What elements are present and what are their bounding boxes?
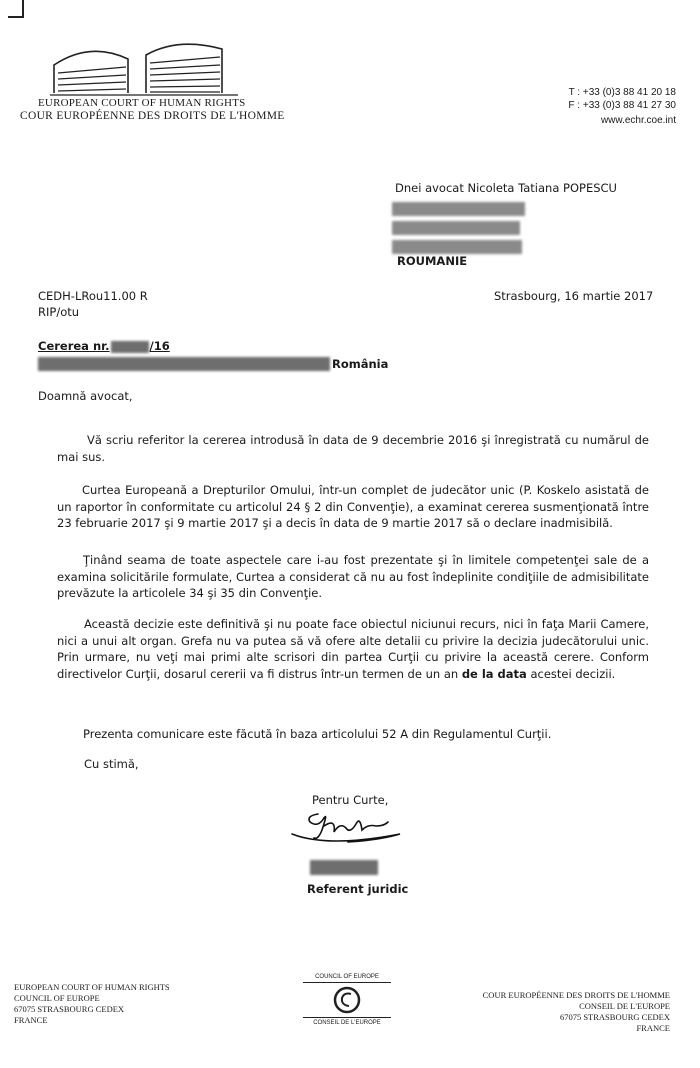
signature-for: Pentru Curte, bbox=[312, 793, 389, 807]
reference-initials: RIP/otu bbox=[38, 305, 80, 319]
footer-right-line: FRANCE bbox=[636, 1023, 670, 1033]
paragraph-2: Curtea Europeană a Drepturilor Omului, într-un complet de judecător unic (P. Koskelo asistată de un raportor în conformitate cu articolul 24 § 2 din Convenţie), a examinat cererea susmenţionată între 23 februarie 2017 şi 9 martie 2017 şi a decis în data de 9 martie 2017 să o declare inadmisibilă. bbox=[57, 483, 649, 530]
subject-line bbox=[38, 338, 170, 355]
paragraph-4 bbox=[57, 616, 649, 682]
phone-number: T : +33 (0)3 88 41 20 18 bbox=[568, 87, 676, 98]
footer-right-line: COUR EUROPÉENNE DES DROITS DE L'HOMME bbox=[482, 990, 670, 1000]
redacted-signatory-name bbox=[310, 860, 378, 875]
court-name-fr: COUR EUROPÉENNE DES DROITS DE L'HOMME bbox=[20, 110, 285, 122]
footer-right-line: 67075 STRASBOURG CEDEX bbox=[559, 1012, 670, 1022]
footer-right-line: CONSEIL DE L'EUROPE bbox=[579, 1001, 670, 1011]
place-date: Strasbourg, 16 martie 2017 bbox=[494, 289, 654, 303]
handwritten-signature bbox=[288, 804, 413, 849]
coe-emblem-icon bbox=[332, 985, 362, 1015]
footer-left-line: 67075 STRASBOURG CEDEX bbox=[14, 1004, 125, 1014]
addressee-name: Dnei avocat Nicoleta Tatiana POPESCU bbox=[395, 181, 617, 195]
redacted-application-number bbox=[111, 341, 149, 353]
court-name-en: EUROPEAN COURT OF HUMAN RIGHTS bbox=[38, 97, 246, 109]
subject-prefix: Cererea nr. bbox=[38, 339, 110, 353]
scan-corner-mark bbox=[8, 0, 24, 18]
closing: Cu stimă, bbox=[84, 757, 139, 771]
coe-logo-top-text: COUNCIL OF EUROPE bbox=[303, 974, 391, 983]
contact-block bbox=[568, 86, 676, 127]
paragraph-5: Prezenta comunicare este făcută în baza articolului 52 A din Regulamentul Curţii. bbox=[83, 727, 552, 741]
addressee-country: ROUMANIE bbox=[397, 254, 468, 268]
echr-building-logo bbox=[50, 35, 240, 97]
coe-logo-bottom-text: CONSEIL DE L'EUROPE bbox=[303, 1017, 391, 1026]
reference-code: CEDH-LRou11.00 R bbox=[38, 289, 148, 303]
council-of-europe-logo bbox=[303, 974, 391, 1026]
footer-left-line: FRANCE bbox=[14, 1015, 48, 1025]
footer-left bbox=[14, 982, 170, 1026]
paragraph-1: Vă scriu referitor la cererea introdusă în data de 9 decembrie 2016 şi înregistrată cu numărul de mai sus. bbox=[57, 433, 649, 464]
subject-country: România bbox=[332, 357, 389, 371]
redacted-address-line bbox=[392, 221, 520, 235]
paragraph-4-bold: de la data bbox=[461, 666, 527, 681]
signature-role: Referent juridic bbox=[307, 882, 409, 896]
redacted-address-line bbox=[392, 240, 522, 254]
paragraph-4-end: acestei decizii. bbox=[526, 666, 616, 681]
subject-suffix: /16 bbox=[149, 339, 170, 353]
redacted-address-line bbox=[392, 202, 525, 216]
footer-left-line: EUROPEAN COURT OF HUMAN RIGHTS bbox=[14, 982, 170, 992]
fax-number: F : +33 (0)3 88 41 27 30 bbox=[568, 100, 676, 111]
redacted-applicant-name bbox=[38, 357, 330, 371]
website: www.echr.coe.int bbox=[600, 115, 676, 126]
paragraph-4-text: Această decizie este definitivă şi nu poate face obiectul niciunui recurs, nici în faţa Marii Camere, nici a unui alt organ. Grefa nu va putea să vă ofere alte detalii cu privire la decizia judecătorului unic. Prin urmare, nu veţi mai primi alte scrisori din partea Curţii cu privire la această cerere. Conform directivelor Curţii, dosarul cererii va fi distrus într-un termen de un an bbox=[57, 617, 649, 681]
salutation: Doamnă avocat, bbox=[38, 389, 133, 403]
footer-left-line: COUNCIL OF EUROPE bbox=[14, 993, 100, 1003]
paragraph-3: Ţinând seama de toate aspectele care i-au fost prezentate şi în limitele competenţei sale de a examina solicitările formulate, Curtea a considerat că nu au fost îndeplinite condiţiile de admisibilitate prevăzute la articolele 34 şi 35 din Convenţie. bbox=[57, 553, 649, 600]
footer-right bbox=[483, 990, 670, 1034]
